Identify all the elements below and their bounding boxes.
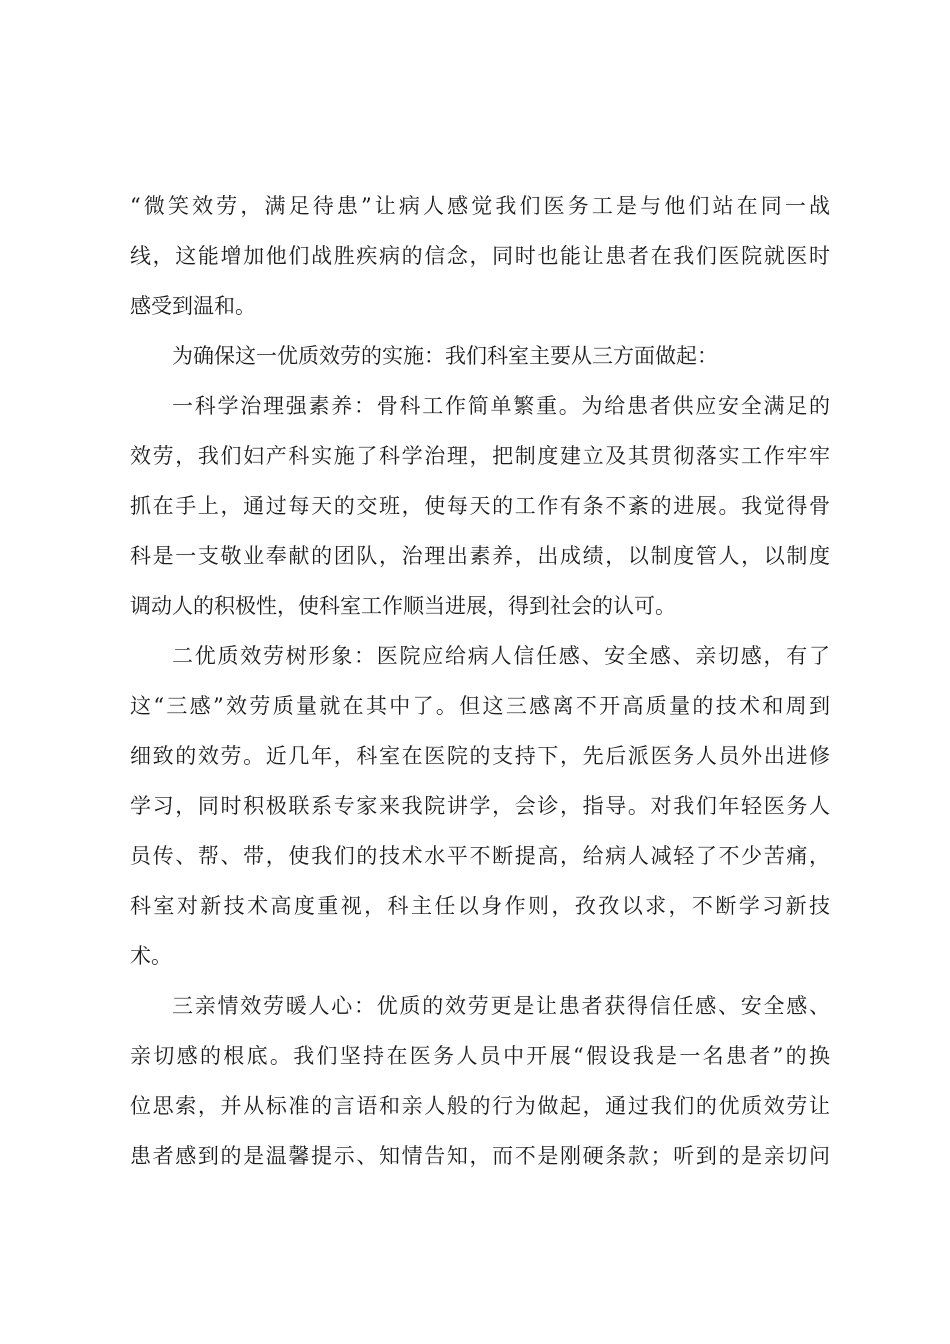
text-line: “微笑效劳，满足待患”让病人感觉我们医务工是与他们站在同一战: [130, 194, 830, 218]
text-line: 三亲情效劳暖人心：优质的效劳更是让患者获得信任感、安全感、: [172, 994, 830, 1018]
text-line: 为确保这一优质效劳的实施：我们科室主要从三方面做起：: [172, 344, 718, 368]
text-line: 这“三感”效劳质量就在其中了。但这三感离不开高质量的技术和周到: [130, 694, 830, 718]
text-line: 一科学治理强素养：骨科工作简单繁重。为给患者供应安全满足的: [172, 394, 830, 418]
text-line: 位思索，并从标准的言语和亲人般的行为做起，通过我们的优质效劳让: [130, 1094, 830, 1118]
text-line: 抓在手上，通过每天的交班，使每天的工作有条不紊的进展。我觉得骨: [130, 494, 830, 518]
text-line: 术。: [130, 944, 172, 968]
text-line: 细致的效劳。近几年，科室在医院的支持下，先后派医务人员外出进修: [130, 744, 830, 768]
text-line: 科是一支敬业奉献的团队，治理出素养，出成绩，以制度管人，以制度: [130, 544, 830, 568]
text-line: 调动人的积极性，使科室工作顺当进展，得到社会的认可。: [130, 594, 676, 618]
text-line: 线，这能增加他们战胜疾病的信念，同时也能让患者在我们医院就医时: [130, 244, 830, 268]
text-line: 二优质效劳树形象：医院应给病人信任感、安全感、亲切感，有了: [172, 644, 830, 668]
text-line: 学习，同时积极联系专家来我院讲学，会诊，指导。对我们年轻医务人: [130, 794, 830, 818]
text-line: 患者感到的是温馨提示、知情告知，而不是刚硬条款；听到的是亲切问: [130, 1144, 830, 1168]
text-line: 员传、帮、带，使我们的技术水平不断提高，给病人减轻了不少苦痛，: [130, 844, 830, 868]
text-line: 亲切感的根底。我们坚持在医务人员中开展“假设我是一名患者”的换: [130, 1044, 830, 1068]
text-line: 效劳，我们妇产科实施了科学治理，把制度建立及其贯彻落实工作牢牢: [130, 444, 830, 468]
text-line: 科室对新技术高度重视，科主任以身作则，孜孜以求，不断学习新技: [130, 894, 830, 918]
text-line: 感受到温和。: [130, 294, 256, 318]
